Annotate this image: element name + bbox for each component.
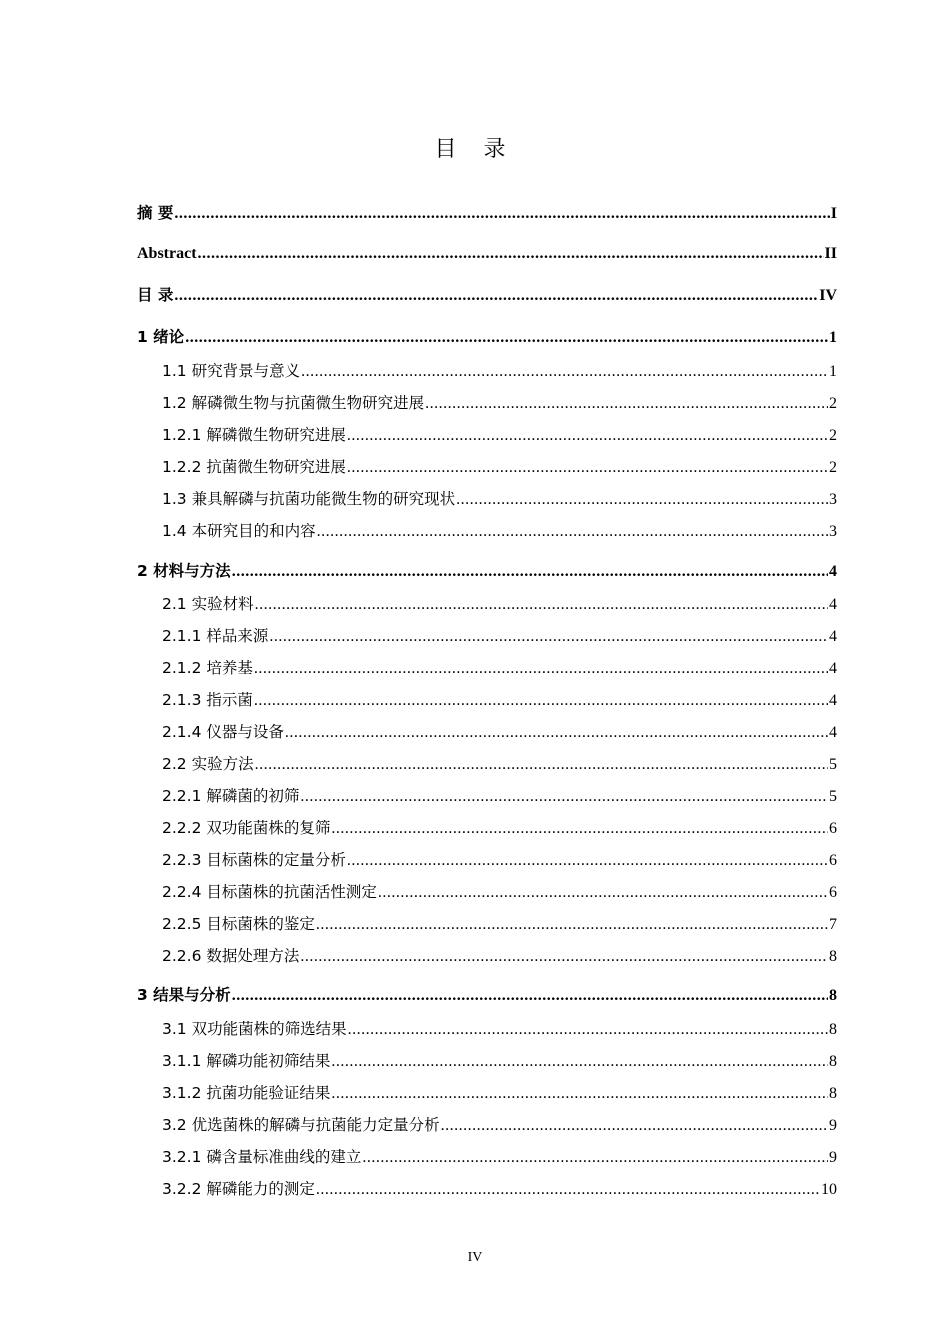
toc-entry-section-2-2-6[interactable] xyxy=(162,946,837,966)
dot-leader xyxy=(378,883,828,903)
toc-entry-abstract-en[interactable] xyxy=(137,244,837,264)
dot-leader xyxy=(441,1116,828,1136)
toc-entry-contents[interactable] xyxy=(137,285,837,305)
toc-entry-page: 3 xyxy=(829,523,837,540)
dot-leader xyxy=(254,691,828,711)
toc-entry-label: 3.2 优选菌株的解磷与抗菌能力定量分析 xyxy=(162,1116,440,1134)
toc-entry-label: 1.1 研究背景与意义 xyxy=(162,362,301,380)
dot-leader xyxy=(301,362,828,382)
toc-entry-page: 7 xyxy=(829,916,837,933)
toc-entry-section-2-2-4[interactable] xyxy=(162,882,837,902)
toc-entry-page: 6 xyxy=(829,820,837,837)
toc-entry-page: 4 xyxy=(829,692,837,709)
dot-leader xyxy=(316,915,828,935)
dot-leader xyxy=(331,1052,828,1072)
toc-entry-label: 2.1.1 样品来源 xyxy=(162,627,269,645)
toc-entry-section-3-2-1[interactable] xyxy=(162,1147,837,1167)
dot-leader xyxy=(456,490,828,510)
dot-leader xyxy=(174,286,818,306)
toc-entry-page: II xyxy=(824,245,837,262)
toc-entry-section-1-1[interactable] xyxy=(162,361,837,381)
toc-entry-label: 2.2.3 目标菌株的定量分析 xyxy=(162,851,346,869)
toc-entry-abstract-cn[interactable] xyxy=(137,203,837,223)
toc-entry-section-2-1[interactable] xyxy=(162,594,837,614)
toc-entry-page: 4 xyxy=(829,724,837,741)
dot-leader xyxy=(348,1020,828,1040)
dot-leader xyxy=(331,819,828,839)
toc-entry-label: 3 结果与分析 xyxy=(137,986,231,1004)
toc-entry-label: 2.2.5 目标菌株的鉴定 xyxy=(162,915,315,933)
toc-entry-label: 摘 要 xyxy=(137,204,174,222)
toc-entry-page: 10 xyxy=(821,1181,837,1198)
toc-entry-section-2-2-2[interactable] xyxy=(162,818,837,838)
toc-entry-section-3-1-1[interactable] xyxy=(162,1051,837,1071)
toc-entry-page: 9 xyxy=(829,1149,837,1166)
toc-entry-page: 5 xyxy=(829,788,837,805)
toc-entry-page: 1 xyxy=(829,329,837,346)
dot-leader xyxy=(255,595,828,615)
dot-leader xyxy=(316,1180,820,1200)
toc-entry-page: 3 xyxy=(829,491,837,508)
toc-entry-label: 2.1.4 仪器与设备 xyxy=(162,723,284,741)
toc-entry-chapter-2[interactable] xyxy=(137,561,837,581)
toc-entry-section-2-2-1[interactable] xyxy=(162,786,837,806)
toc-entry-section-2-2-3[interactable] xyxy=(162,850,837,870)
toc-entry-section-1-4[interactable] xyxy=(162,521,837,541)
toc-entry-page: IV xyxy=(819,287,837,304)
toc-entry-page: I xyxy=(830,205,837,222)
toc-entry-page: 8 xyxy=(829,1021,837,1038)
toc-entry-chapter-3[interactable] xyxy=(137,985,837,1005)
toc-entry-section-2-2-5[interactable] xyxy=(162,914,837,934)
toc-entry-label: 目 录 xyxy=(137,286,174,304)
dot-leader xyxy=(347,851,828,871)
dot-leader xyxy=(269,627,828,647)
toc-entry-page: 9 xyxy=(829,1117,837,1134)
toc-entry-section-1-3[interactable] xyxy=(162,489,837,509)
toc-entry-label: Abstract xyxy=(137,245,197,262)
page-number-footer: IV xyxy=(467,1250,483,1265)
dot-leader xyxy=(347,426,828,446)
dot-leader xyxy=(232,562,828,582)
dot-leader xyxy=(300,947,828,967)
toc-entry-label: 1.2.2 抗菌微生物研究进展 xyxy=(162,458,346,476)
toc-entry-label: 1.2 解磷微生物与抗菌微生物研究进展 xyxy=(162,394,425,412)
toc-entry-label: 2.2.6 数据处理方法 xyxy=(162,947,300,965)
toc-entry-page: 4 xyxy=(829,596,837,613)
toc-entry-label: 1.4 本研究目的和内容 xyxy=(162,522,316,540)
toc-entry-label: 3.1 双功能菌株的筛选结果 xyxy=(162,1020,347,1038)
toc-entry-label: 1.3 兼具解磷与抗菌功能微生物的研究现状 xyxy=(162,490,456,508)
toc-entry-page: 2 xyxy=(829,459,837,476)
toc-entry-section-3-2[interactable] xyxy=(162,1115,837,1135)
dot-leader xyxy=(317,522,828,542)
dot-leader xyxy=(285,723,828,743)
toc-entry-section-2-1-1[interactable] xyxy=(162,626,837,646)
toc-entry-section-2-1-4[interactable] xyxy=(162,722,837,742)
toc-entry-page: 8 xyxy=(829,1085,837,1102)
toc-entry-label: 1.2.1 解磷微生物研究进展 xyxy=(162,426,346,444)
toc-entry-label: 3.2.2 解磷能力的测定 xyxy=(162,1180,315,1198)
toc-entry-page: 8 xyxy=(829,948,837,965)
page-title: 目 录 xyxy=(434,137,516,162)
toc-entry-label: 2.1 实验材料 xyxy=(162,595,254,613)
dot-leader xyxy=(347,458,828,478)
toc-entry-label: 2 材料与方法 xyxy=(137,562,231,580)
dot-leader xyxy=(331,1084,828,1104)
toc-entry-page: 5 xyxy=(829,756,837,773)
toc-entry-label: 3.1.1 解磷功能初筛结果 xyxy=(162,1052,331,1070)
dot-leader xyxy=(362,1148,828,1168)
toc-entry-section-1-2[interactable] xyxy=(162,393,837,413)
toc-entry-label: 2.1.2 培养基 xyxy=(162,659,253,677)
toc-entry-label: 2.2 实验方法 xyxy=(162,755,254,773)
toc-entry-chapter-1[interactable] xyxy=(137,327,837,347)
toc-entry-section-3-1-2[interactable] xyxy=(162,1083,837,1103)
toc-entry-page: 2 xyxy=(829,427,837,444)
toc-entry-page: 4 xyxy=(829,660,837,677)
toc-entry-page: 8 xyxy=(829,987,837,1004)
toc-entry-label: 3.2.1 磷含量标准曲线的建立 xyxy=(162,1148,362,1166)
toc-entry-label: 1 绪论 xyxy=(137,328,185,346)
toc-entry-page: 8 xyxy=(829,1053,837,1070)
toc-entry-section-3-2-2[interactable] xyxy=(162,1179,837,1199)
toc-entry-page: 6 xyxy=(829,884,837,901)
dot-leader xyxy=(198,244,824,264)
toc-entry-page: 2 xyxy=(829,395,837,412)
toc-entry-label: 2.2.4 目标菌株的抗菌活性测定 xyxy=(162,883,377,901)
toc-entry-label: 2.2.1 解磷菌的初筛 xyxy=(162,787,300,805)
toc-entry-section-2-1-2[interactable] xyxy=(162,658,837,678)
toc-entry-label: 3.1.2 抗菌功能验证结果 xyxy=(162,1084,331,1102)
toc-entry-section-3-1[interactable] xyxy=(162,1019,837,1039)
toc-entry-page: 1 xyxy=(829,363,837,380)
dot-leader xyxy=(254,659,828,679)
dot-leader xyxy=(255,755,828,775)
toc-entry-label: 2.1.3 指示菌 xyxy=(162,691,253,709)
toc-entry-page: 6 xyxy=(829,852,837,869)
dot-leader xyxy=(425,394,828,414)
toc-entry-page: 4 xyxy=(829,563,837,580)
dot-leader xyxy=(185,328,828,348)
dot-leader xyxy=(232,986,828,1006)
toc-entry-section-1-2-1[interactable] xyxy=(162,425,837,445)
toc-entry-label: 2.2.2 双功能菌株的复筛 xyxy=(162,819,331,837)
toc-entry-section-1-2-2[interactable] xyxy=(162,457,837,477)
toc-entry-page: 4 xyxy=(829,628,837,645)
toc-entry-section-2-2[interactable] xyxy=(162,754,837,774)
dot-leader xyxy=(174,204,829,224)
dot-leader xyxy=(300,787,828,807)
toc-entry-section-2-1-3[interactable] xyxy=(162,690,837,710)
